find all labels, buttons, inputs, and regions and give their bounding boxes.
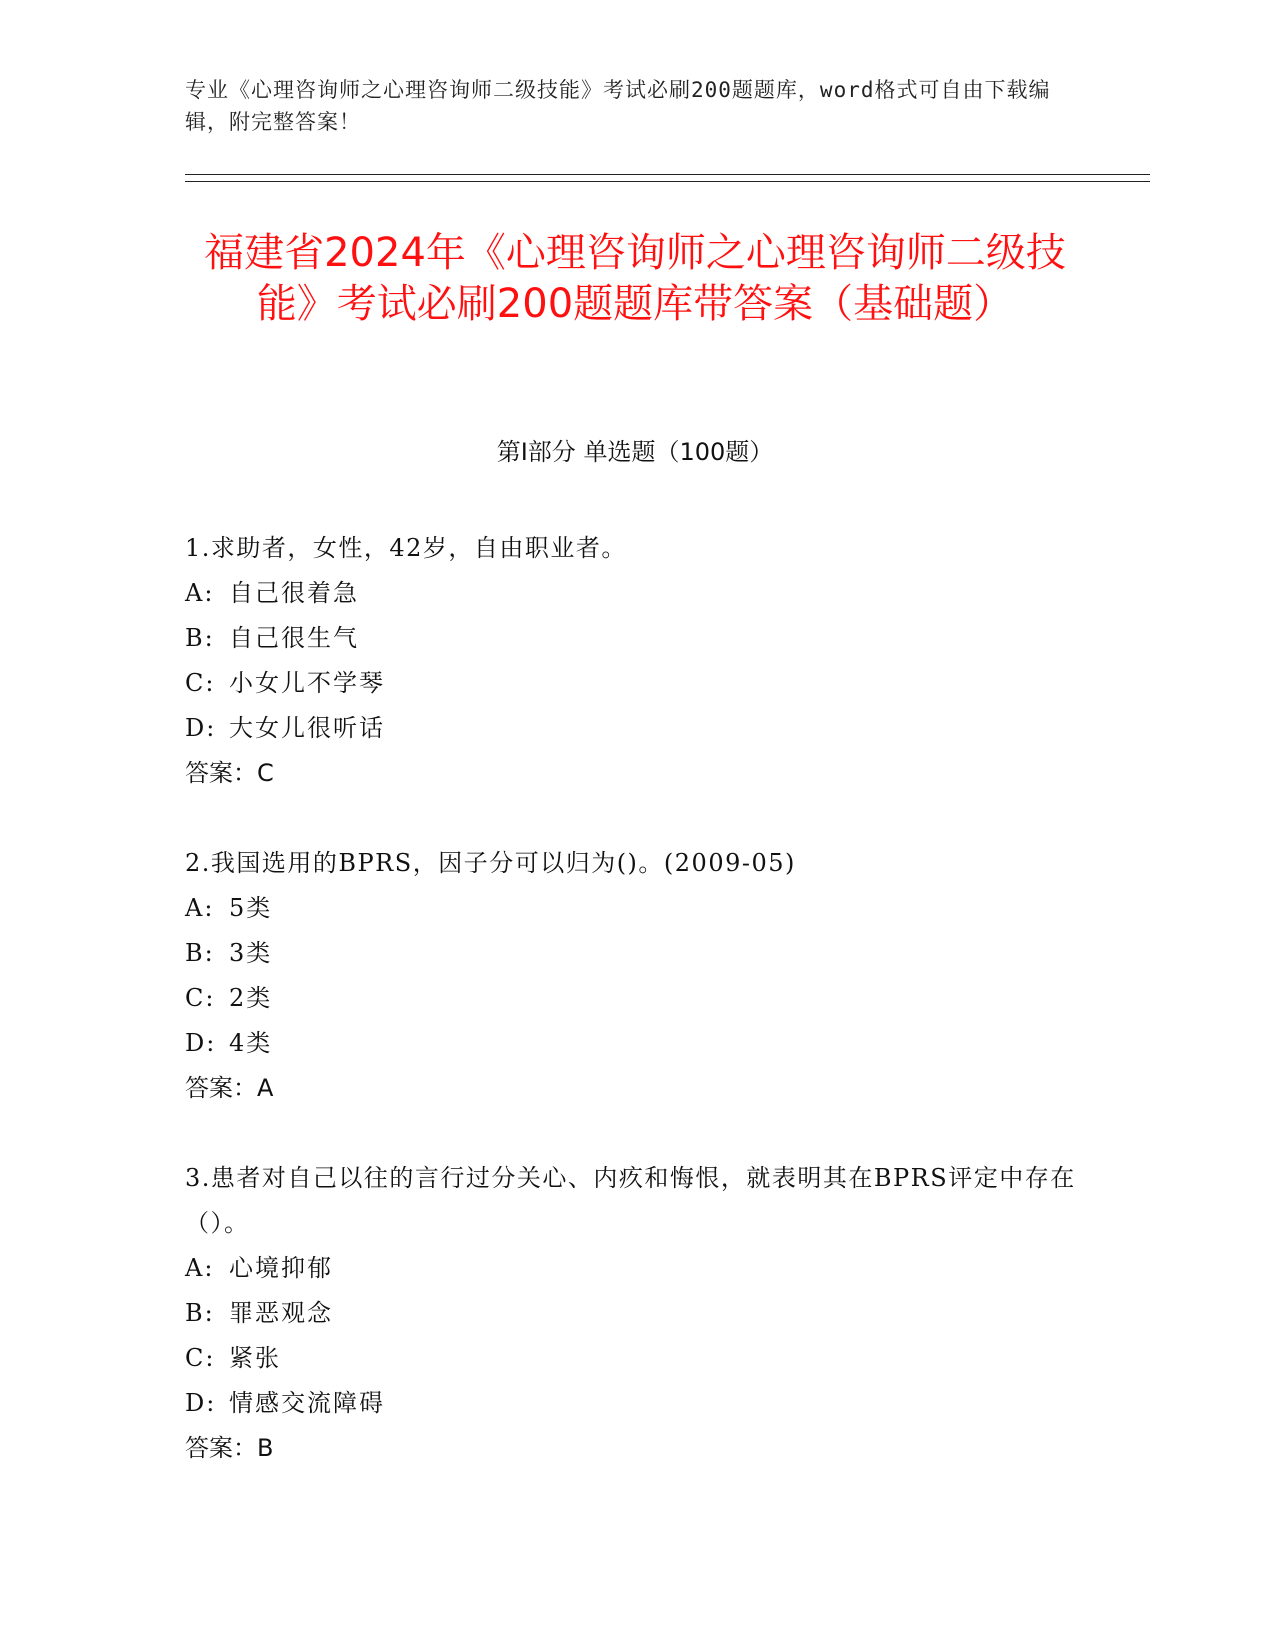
option-label: A: — [185, 579, 215, 607]
option-label: B: — [185, 624, 215, 652]
option-text: 2类 — [229, 984, 273, 1012]
option-text: 自己很生气 — [229, 624, 359, 652]
answer-line: 答案：C — [185, 759, 274, 787]
option-text: 情感交流障碍 — [229, 1389, 385, 1417]
option-text: 3类 — [229, 939, 273, 967]
option-label: B: — [185, 1299, 215, 1327]
answer-line: 答案：A — [185, 1074, 274, 1102]
option-label: D: — [185, 714, 217, 742]
option-text: 自己很着急 — [229, 579, 359, 607]
option-text: 心境抑郁 — [229, 1254, 333, 1282]
header-rule-top — [185, 174, 1150, 175]
question-stem: 2.我国选用的BPRS，因子分可以归为()。(2009-05) — [185, 849, 796, 877]
option-d — [185, 706, 1085, 751]
option-text: 小女儿不学琴 — [229, 669, 385, 697]
question-item — [185, 1156, 1085, 1471]
option-text: 5类 — [229, 894, 273, 922]
option-label: A: — [185, 894, 215, 922]
answer-line: 答案：B — [185, 1434, 274, 1462]
option-a — [185, 571, 1085, 616]
document-title: 福建省2024年《心理咨询师之心理咨询师二级技能》考试必刷200题题库带答案（基础题） — [204, 230, 1066, 327]
option-label: A: — [185, 1254, 215, 1282]
header-rule-bottom — [185, 181, 1150, 182]
option-b — [185, 616, 1085, 661]
option-d — [185, 1021, 1085, 1066]
option-label: C: — [185, 984, 216, 1012]
option-label: C: — [185, 669, 216, 697]
option-a — [185, 886, 1085, 931]
option-label: D: — [185, 1029, 217, 1057]
option-b — [185, 1291, 1085, 1336]
question-item — [185, 841, 1085, 1111]
option-label: C: — [185, 1344, 216, 1372]
section-title: 第Ⅰ部分 单选题（100题） — [496, 438, 774, 466]
option-d — [185, 1381, 1085, 1426]
question-item — [185, 526, 1085, 796]
option-b — [185, 931, 1085, 976]
question-list — [185, 526, 1085, 1516]
question-stem: 3.患者对自己以往的言行过分关心、内疚和悔恨，就表明其在BPRS评定中存在（）。 — [185, 1164, 1076, 1237]
option-c — [185, 1336, 1085, 1381]
question-stem: 1.求助者，女性，42岁，自由职业者。 — [185, 534, 627, 562]
header-note: 专业《心理咨询师之心理咨询师二级技能》考试必刷200题题库，word格式可自由下载编辑，附完整答案！ — [185, 78, 1051, 134]
option-c — [185, 976, 1085, 1021]
option-text: 4类 — [229, 1029, 273, 1057]
option-text: 罪恶观念 — [229, 1299, 333, 1327]
option-text: 紧张 — [229, 1344, 281, 1372]
option-c — [185, 661, 1085, 706]
option-label: B: — [185, 939, 215, 967]
option-a — [185, 1246, 1085, 1291]
option-label: D: — [185, 1389, 217, 1417]
option-text: 大女儿很听话 — [229, 714, 385, 742]
